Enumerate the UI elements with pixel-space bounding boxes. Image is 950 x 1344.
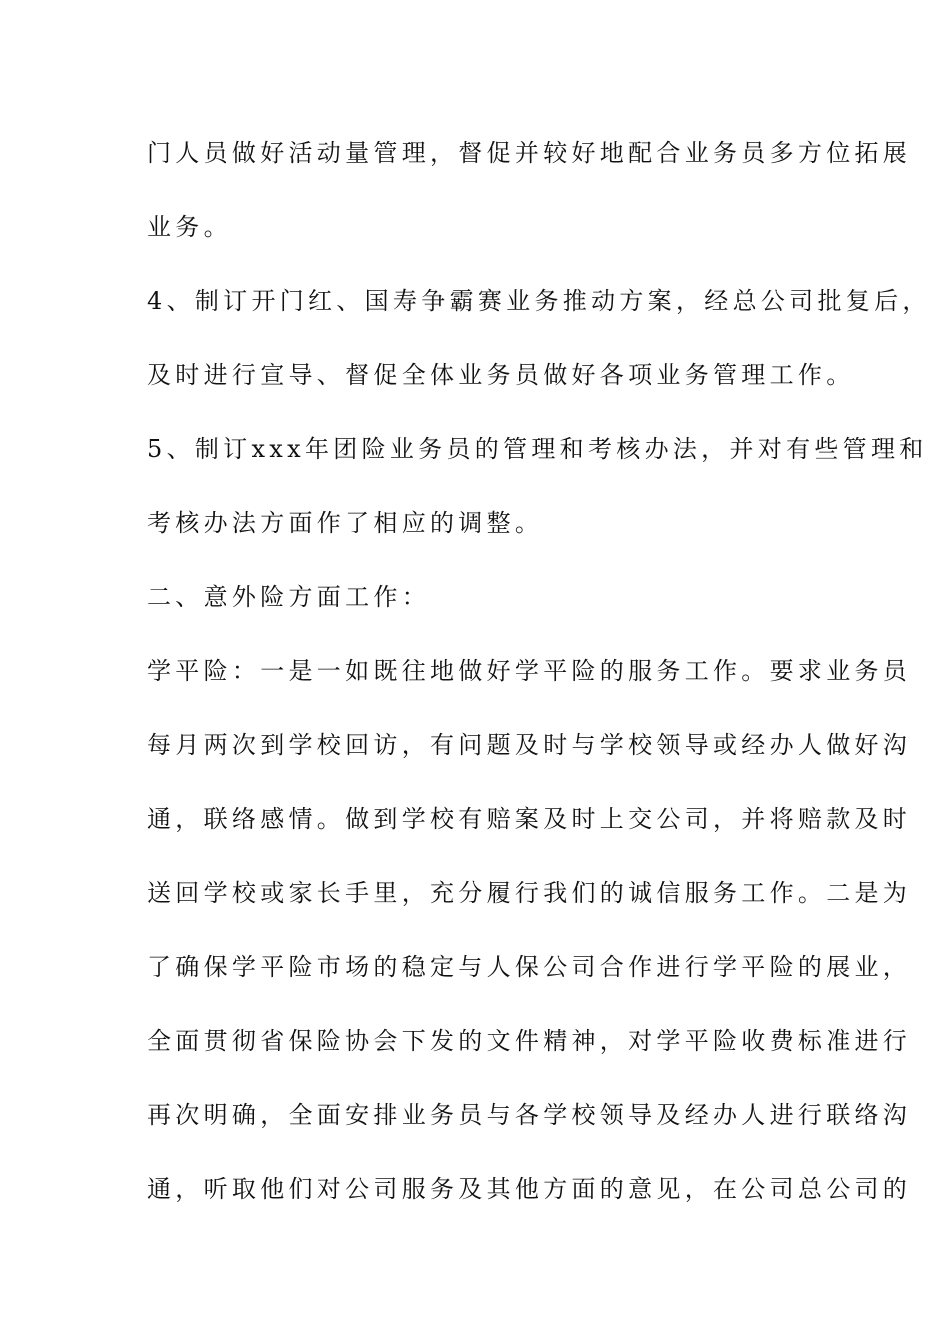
text-line: 通，听取他们对公司服务及其他方面的意见，在公司总公司的 [147, 1175, 912, 1203]
text-line: 及时进行宣导、督促全体业务员做好各项业务管理工作。 [147, 361, 855, 389]
text-line: 门人员做好活动量管理，督促并较好地配合业务员多方位拓展 [147, 139, 912, 167]
text-line: 通，联络感情。做到学校有赔案及时上交公司，并将赔款及时 [147, 805, 912, 833]
text-line: 了确保学平险市场的稳定与人保公司合作进行学平险的展业， [147, 953, 912, 981]
text-line: 送回学校或家长手里，充分履行我们的诚信服务工作。二是为 [147, 879, 912, 907]
text-line: 全面贯彻省保险协会下发的文件精神，对学平险收费标准进行 [147, 1027, 912, 1055]
text-line: 业务。 [147, 213, 232, 241]
text-line: 学平险：一是一如既往地做好学平险的服务工作。要求业务员 [147, 657, 912, 685]
text-line: 5、制订xxx年团险业务员的管理和考核办法，并对有些管理和 [147, 435, 928, 463]
text-line: 再次明确，全面安排业务员与各学校领导及经办人进行联络沟 [147, 1101, 912, 1129]
text-line: 每月两次到学校回访，有问题及时与学校领导或经办人做好沟 [147, 731, 912, 759]
text-line: 4、制订开门红、国寿争霸赛业务推动方案，经总公司批复后， [147, 287, 931, 315]
section-heading: 二、意外险方面工作： [147, 583, 430, 611]
text-line: 考核办法方面作了相应的调整。 [147, 509, 544, 537]
